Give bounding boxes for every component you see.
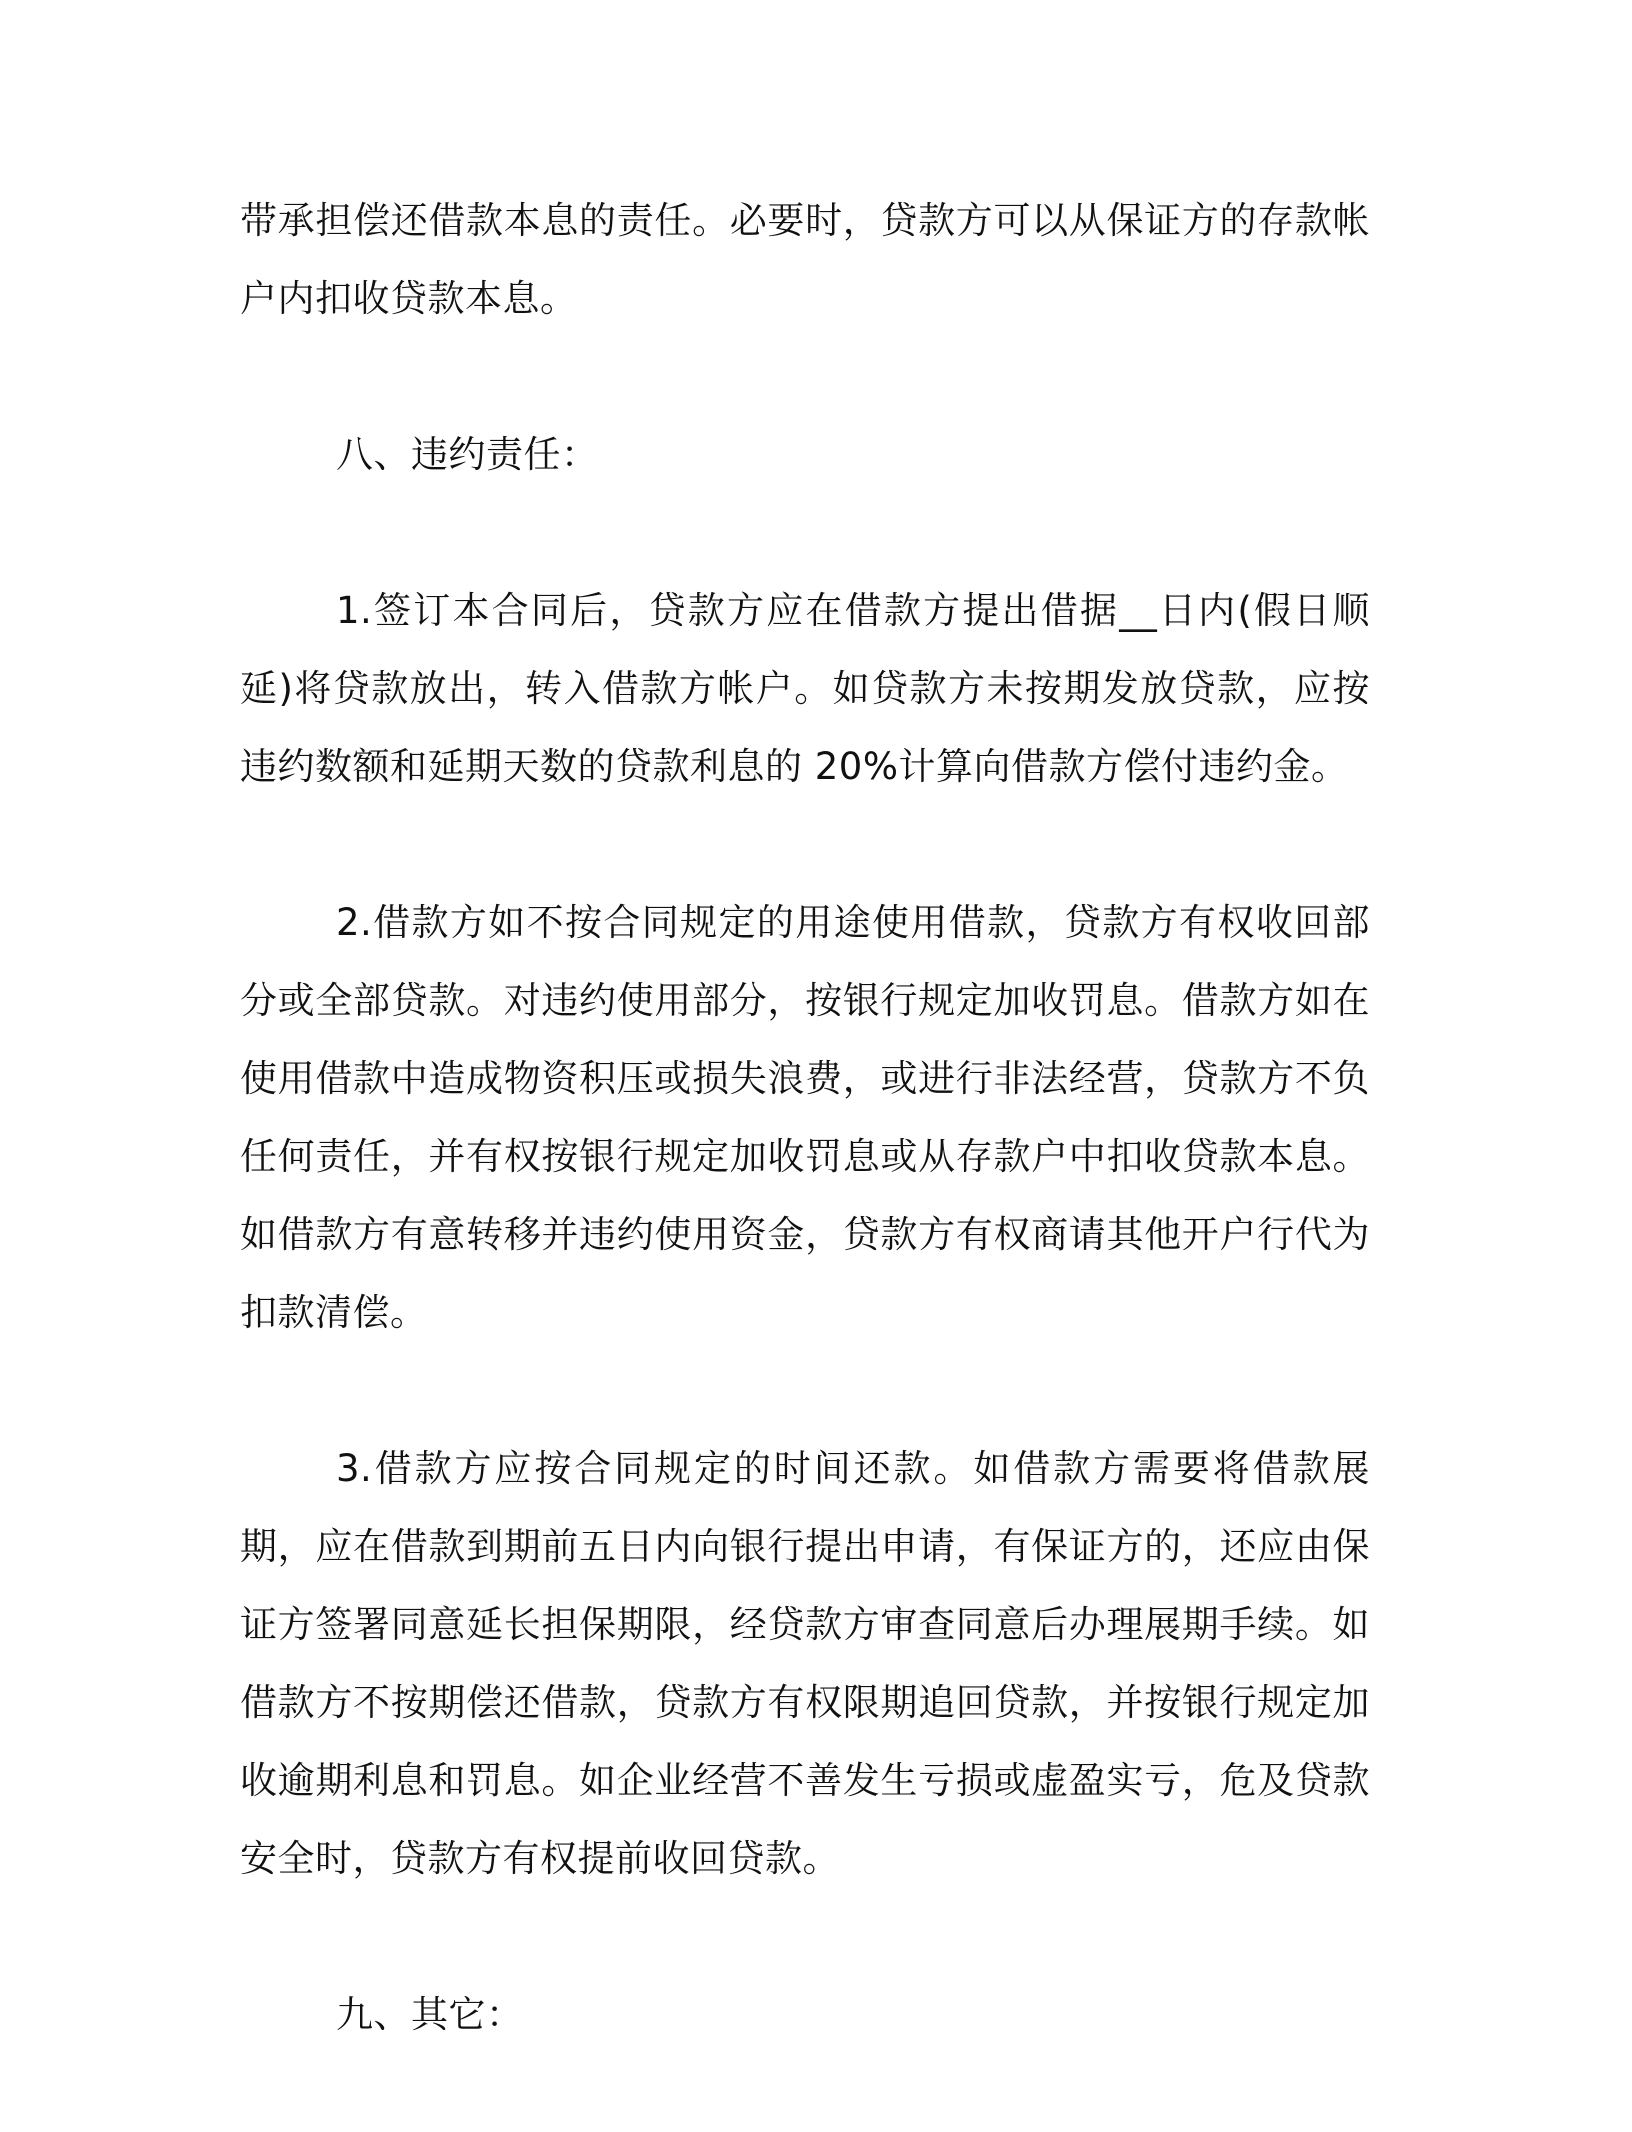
paragraph-continuation: 带承担偿还借款本息的责任。必要时，贷款方可以从保证方的存款帐户内扣收贷款本息。: [240, 199, 1370, 320]
document-body: [240, 182, 1370, 2132]
clause-8-1: 1.签订本合同后，贷款方应在借款方提出借据__日内(假日顺延)将贷款放出，转入借款方帐户。如贷款方未按期发放贷款，应按违约数额和延期天数的贷款利息的 20%计算向借款方偿付违约金。: [240, 589, 1370, 788]
section-heading-breach-liability: 八、违约责任：: [336, 433, 599, 476]
clause-8-2: 2.借款方如不按合同规定的用途使用借款，贷款方有权收回部分或全部贷款。对违约使用部分，按银行规定加收罚息。借款方如在使用借款中造成物资积压或损失浪费，或进行非法经营，贷款方不负任何责任，并有权按银行规定加收罚息或从存款户中扣收贷款本息。如借款方有意转移并违约使用资金，贷款方有权商请其他开户行代为扣款清偿。: [240, 901, 1370, 1334]
section-heading-others: 九、其它：: [336, 1993, 524, 2036]
clause-8-3: 3.借款方应按合同规定的时间还款。如借款方需要将借款展期，应在借款到期前五日内向银行提出申请，有保证方的，还应由保证方签署同意延长担保期限，经贷款方审查同意后办理展期手续。如借款方不按期偿还借款，贷款方有权限期追回贷款，并按银行规定加收逾期利息和罚息。如企业经营不善发生亏损或虚盈实亏，危及贷款安全时，贷款方有权提前收回贷款。: [240, 1447, 1370, 1880]
